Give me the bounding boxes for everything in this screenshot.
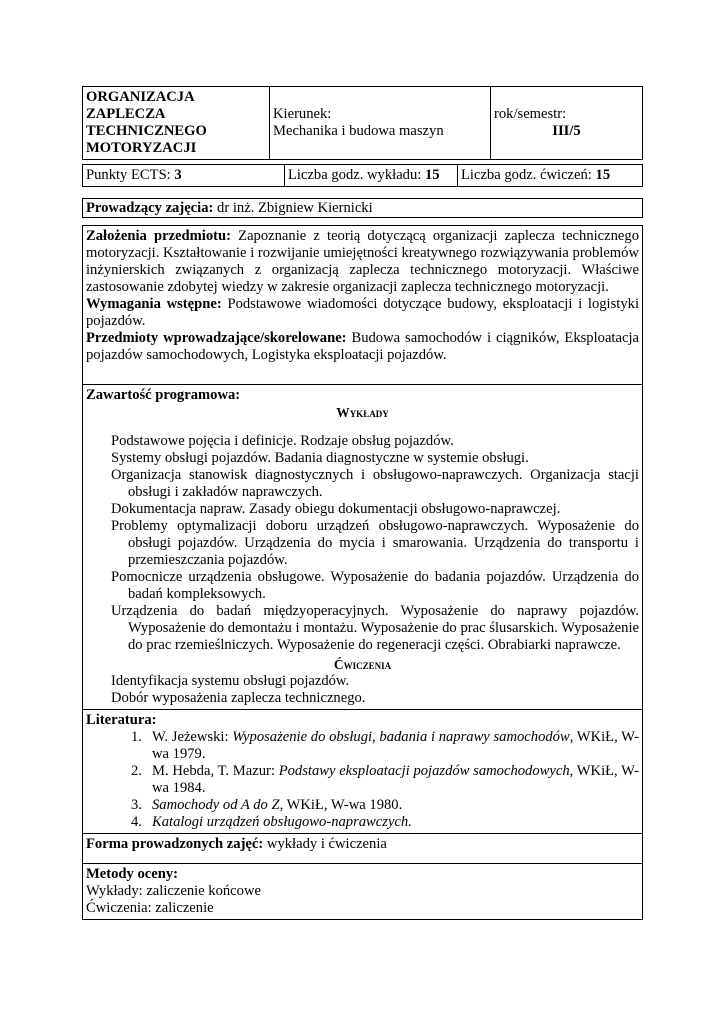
subject-title: ORGANIZACJA ZAPLECZA TECHNICZNEGO MOTORYZACJI <box>83 87 270 160</box>
lectures-heading: Wykłady <box>336 405 389 420</box>
header-table <box>82 86 643 160</box>
ects-cell: Punkty ECTS: 3 <box>83 165 285 187</box>
list-item: 1. W. Jeżewski: Wyposażenie do obsługi, badania i naprawy samochodów, WKiŁ, W-wa 1979. <box>131 729 639 762</box>
list-item: 3. Samochody od A do Z, WKiŁ, W-wa 1980. <box>131 797 403 813</box>
lecturer-table <box>82 198 643 218</box>
list-item: Urządzenia do badań międzyoperacyjnych. Wyposażenie do naprawy pojazdów. Wyposażenie do demontażu i montażu. Wyposażenie do prac ślusarskich. Wyposażenie do prac rzemieślniczych. Wyposażenie do regeneracji części. Obrabiarki naprawcze. <box>111 603 639 653</box>
lecturer-cell: Prowadzący zajęcia: dr inż. Zbigniew Kiernicki <box>83 199 643 218</box>
lectures-list <box>86 433 639 654</box>
literature-list <box>86 729 639 831</box>
list-item: Podstawowe pojęcia i definicje. Rodzaje obsług pojazdów. <box>111 433 454 449</box>
form-cell: Forma prowadzonych zajęć: wykłady i ćwiczenia <box>83 834 643 864</box>
list-item: Systemy obsługi pojazdów. Badania diagnostyczne w systemie obsługi. <box>111 450 529 466</box>
assumptions-cell: Założenia przedmiotu: Zapoznanie z teorią dotyczącą organizacji zaplecza technicznego motoryzacji. Kształtowanie i rozwijanie umiejętności kreatywnego rozwiązywania problemów inżynierskich związanych z organizacją zaplecza technicznego motoryzacji. Właściwe zastosowanie zdobytej wiedzy w zakresie organizacji zaplecza technicznego motoryzacji. Wymagania wstępne: Podstawowe wiadomości dotyczące budowy, eksploatacji i logistyki pojazdów. Przedmioty wprowadzające/skorelowane: Budowa samochodów i ciągników, Eksploatacja pojazdów samochodowych, Logistyka eksploatacji pojazdów. <box>83 226 643 385</box>
list-item: 2. M. Hebda, T. Mazur: Podstawy eksploatacji pojazdów samochodowych, WKiŁ, W-wa 1984. <box>131 763 639 796</box>
hours-table <box>82 164 643 187</box>
list-item: Dobór wyposażenia zaplecza technicznego. <box>111 690 366 706</box>
exercise-hours-cell: Liczba godz. ćwiczeń: 15 <box>458 165 643 187</box>
list-item: Identyfikacja systemu obsługi pojazdów. <box>111 673 350 689</box>
list-item: Dokumentacja napraw. Zasady obiegu dokumentacji obsługowo-naprawczej. <box>111 501 561 517</box>
program-cell: Zawartość programowa: Wykłady Podstawowe pojęcia i definicje. Rodzaje obsług pojazdów. Systemy obsługi pojazdów. Badania diagnostyczne w systemie obsługi. Organizacja stanowisk diagnostycznych i obsługowo-naprawczych. Organizacja stacji obsługi i zakładów naprawczych. Dokumentacja napraw. Zasady obiegu dokumentacji obsługowo-naprawczej. Problemy optymalizacji doboru urządzeń obsługowo-naprawczych. Wyposażenie do obsługi pojazdów. Urządzenia do mycia i smarowania. Urządzenia do transportu i przemieszczania pojazdów. Pomocnicze urządzenia obsługowe. Wyposażenie do badania pojazdów. Urządzenia do badań kompleksowych. Urządzenia do badań międzyoperacyjnych. Wyposażenie do naprawy pojazdów. Wyposażenie do demontażu i montażu. Wyposażenie do prac ślusarskich. Wyposażenie do prac rzemieślniczych. Wyposażenie do regeneracji części. Obrabiarki naprawcze. Ćwiczenia Identyfikacja systemu obsługi pojazdów. Dobór wyposażenia zaplecza technicznego. <box>83 385 643 710</box>
field-of-study: Kierunek: Mechanika i budowa maszyn <box>270 87 491 160</box>
list-item: Organizacja stanowisk diagnostycznych i obsługowo-naprawczych. Organizacja stacji obsługi i zakładów naprawczych. <box>111 467 639 500</box>
literature-cell: Literatura: 1. W. Jeżewski: Wyposażenie do obsługi, badania i naprawy samochodów, WKiŁ, W-wa 1979. 2. M. Hebda, T. Mazur: Podstawy eksploatacji pojazdów samochodowych, WKiŁ, W-wa 1984. 3. Samochody od A do Z, WKiŁ, W-wa 1980. 4. Katalogi urządzeń obsługowo-naprawczych. <box>83 710 643 834</box>
list-item: Pomocnicze urządzenia obsługowe. Wyposażenie do badania pojazdów. Urządzenia do badań kompleksowych. <box>111 569 639 602</box>
main-table <box>82 225 643 920</box>
year-semester: rok/semestr: III/5 <box>491 87 643 160</box>
exercises-heading: Ćwiczenia <box>333 657 392 672</box>
list-item: Problemy optymalizacji doboru urządzeń obsługowo-naprawczych. Wyposażenie do obsługi pojazdów. Urządzenia do mycia i smarowania. Urządzenia do transportu i przemieszczania pojazdów. <box>111 518 639 568</box>
lecture-hours-cell: Liczba godz. wykładu: 15 <box>285 165 458 187</box>
exercises-list <box>86 673 639 707</box>
list-item: 4. Katalogi urządzeń obsługowo-naprawczych. <box>131 814 412 830</box>
assessment-cell: Metody oceny: Wykłady: zaliczenie końcowe Ćwiczenia: zaliczenie <box>83 864 643 920</box>
